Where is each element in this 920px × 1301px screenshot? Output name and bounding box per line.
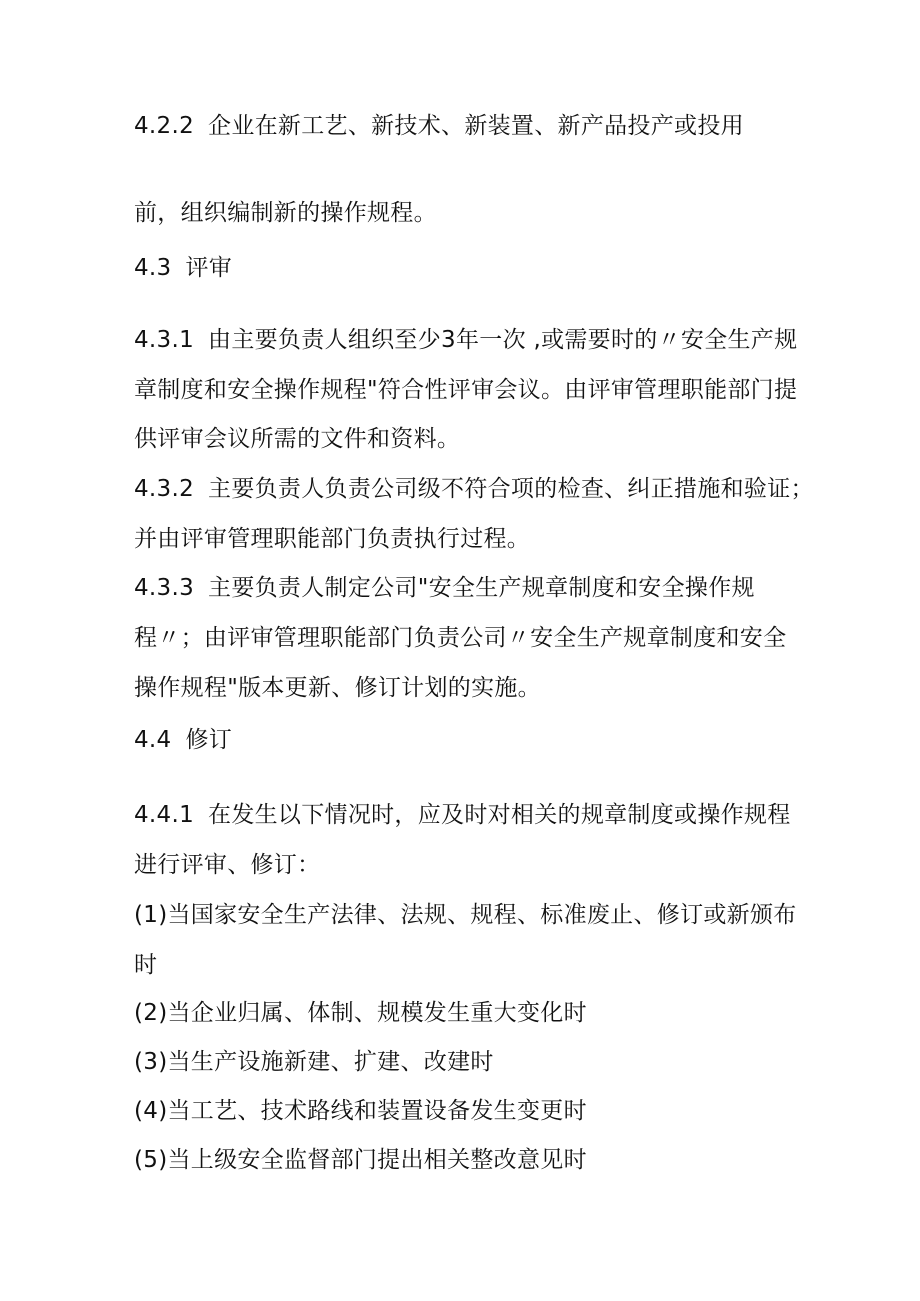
clause-4-2-2-line-1 <box>134 111 744 141</box>
clause-text: 并由评审管理职能部门负责执行过程。 <box>134 526 531 552</box>
clause-4-4-1-line-2 <box>134 850 320 880</box>
clause-number: 4.4.1 <box>134 802 195 828</box>
list-item-text: (1)当国家安全生产法律、法规、规程、标准废止、修订或新颁布 <box>134 902 797 928</box>
clause-text: 程〃；由评审管理职能部门负责公司〃安全生产规章制度和安全 <box>134 625 787 651</box>
list-item-1-line-2 <box>134 950 157 980</box>
list-item-text: (3)当生产设施新建、扩建、改建时 <box>134 1049 494 1075</box>
list-item-text: (2)当企业归属、体制、规模发生重大变化时 <box>134 1000 587 1026</box>
clause-text: 章制度和安全操作规程"符合性评审会议。由评审管理职能部门提 <box>134 377 798 403</box>
list-item-1-line-1 <box>134 900 797 930</box>
clause-4-3-2-line-1 <box>134 474 814 504</box>
section-heading-4-4 <box>134 725 232 755</box>
clause-4-3-3-line-3 <box>134 673 541 703</box>
list-item-3 <box>134 1047 494 1077</box>
clause-number: 4.3.3 <box>134 575 195 601</box>
clause-text: 供评审会议所需的文件和资料。 <box>134 426 461 452</box>
clause-text: 企业在新工艺、新技术、新装置、新产品投产或投用 <box>208 113 744 139</box>
list-item-4 <box>134 1096 587 1126</box>
clause-text: 进行评审、修订： <box>134 852 321 878</box>
clause-text: 主要负责人负责公司级不符合项的检查、纠正措施和验证； <box>208 476 814 502</box>
clause-text: 前，组织编制新的操作规程。 <box>134 200 437 226</box>
section-heading-4-3 <box>134 253 232 283</box>
section-title: 修订 <box>185 727 233 753</box>
list-item-text: (4)当工艺、技术路线和装置设备发生变更时 <box>134 1098 587 1124</box>
clause-4-3-1-line-1 <box>134 325 797 355</box>
clause-text: 由主要负责人组织至少3年一次 ,或需要时的〃安全生产规 <box>208 327 798 353</box>
clause-4-3-1-line-3 <box>134 424 460 454</box>
clause-4-3-3-line-2 <box>134 623 786 653</box>
clause-number: 4.3.2 <box>134 476 195 502</box>
section-title: 评审 <box>185 255 233 281</box>
list-item-text: 时 <box>134 952 158 978</box>
clause-number: 4.3.1 <box>134 327 195 353</box>
section-number: 4.4 <box>134 727 172 753</box>
list-item-5 <box>134 1145 587 1175</box>
clause-text: 操作规程"版本更新、修订计划的实施。 <box>134 675 541 701</box>
clause-text: 在发生以下情况时，应及时对相关的规章制度或操作规程 <box>208 802 791 828</box>
clause-text: 主要负责人制定公司"安全生产规章制度和安全操作规 <box>208 575 755 601</box>
section-number: 4.3 <box>134 255 172 281</box>
clause-4-3-2-line-2 <box>134 524 530 554</box>
clause-4-2-2-line-2 <box>134 198 437 228</box>
clause-4-4-1-line-1 <box>134 800 791 830</box>
list-item-text: (5)当上级安全监督部门提出相关整改意见时 <box>134 1147 587 1173</box>
list-item-2 <box>134 998 587 1028</box>
clause-4-3-3-line-1 <box>134 573 755 603</box>
clause-4-3-1-line-2 <box>134 375 797 405</box>
clause-number: 4.2.2 <box>134 113 195 139</box>
